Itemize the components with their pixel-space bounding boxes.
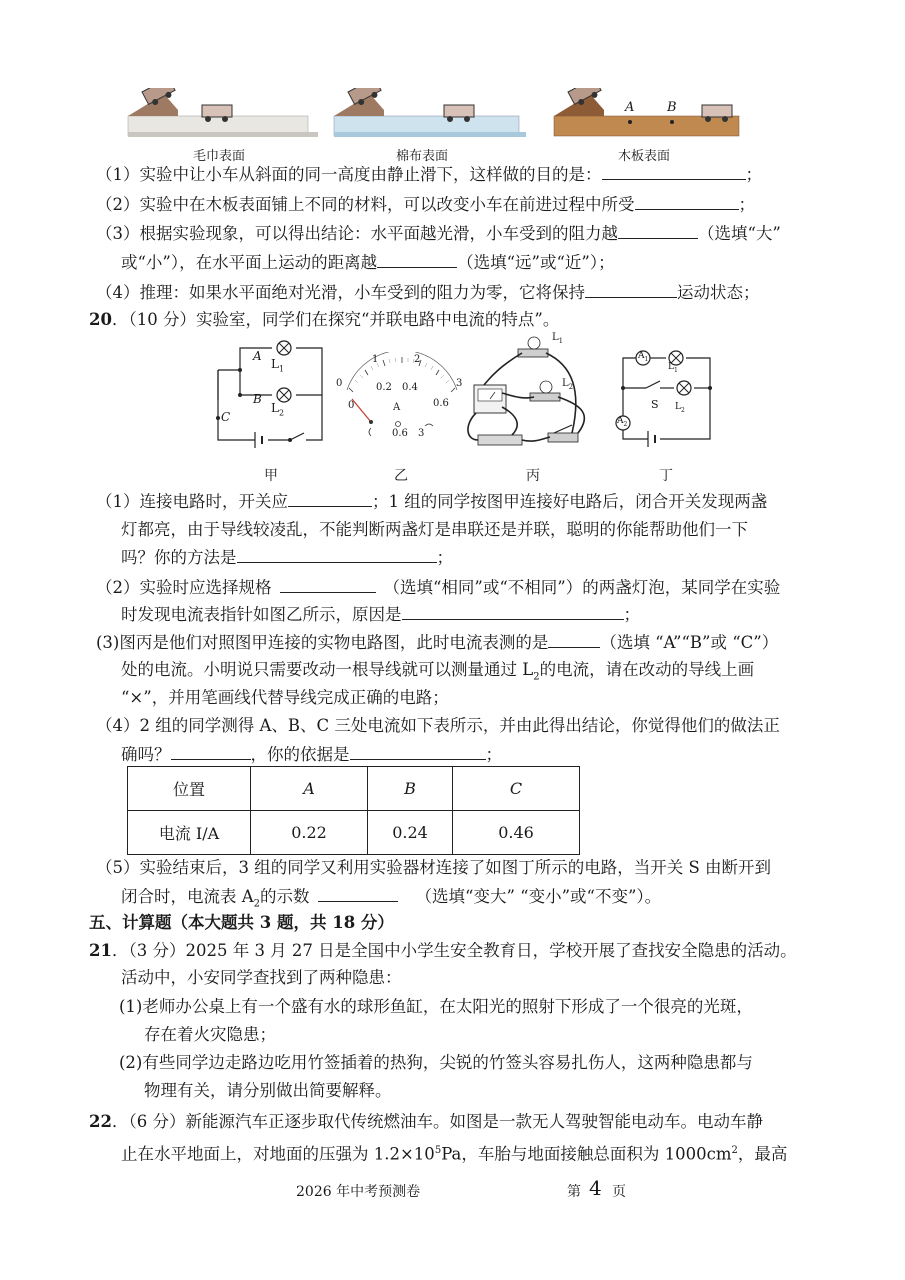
circuit-jia-figure — [210, 340, 330, 450]
bing-l1-label: $L_1$ — [552, 332, 564, 345]
yi-bottom-02: 0.2 — [376, 382, 392, 393]
wood-surface-panel — [554, 88, 739, 136]
yi-top-3: 3 — [456, 378, 463, 389]
q19-part3: （3）根据实验现象，可以得出结论：水平面越光滑，小车受到的阻力越 （选填“大” — [96, 221, 781, 245]
answer-blank[interactable] — [602, 162, 746, 180]
q20-part1: （1）连接电路时，开关应 ；1 组的同学按图甲连接好电路后，闭合开关发现两盏 — [96, 489, 767, 513]
answer-blank[interactable] — [171, 742, 251, 760]
q20-part1-cont: 灯都亮，由于导线较凌乱，不能判断两盏灯是串联还是并联，聪明的你能帮助他们一下 — [121, 520, 748, 539]
q21-line1: 21．（3 分）2025 年 3 月 27 日是全国中小学生安全教育日，学校开展了查找安全隐患的活动。 — [89, 941, 797, 960]
q19-part4: （4）推理：如果水平面绝对光滑，小车受到的阻力为零，它将保持 运动状态； — [96, 280, 760, 304]
yi-bottom-0: 0 — [348, 400, 355, 411]
section-five-title: 五、计算题（本大题共 3 题，共 18 分） — [89, 913, 394, 932]
cotton-caption: 棉布表面 — [396, 149, 449, 164]
table-header-cell: 位置 — [128, 767, 251, 811]
ding-s-label: S — [651, 398, 659, 411]
yi-term-06: 0.6 — [392, 428, 408, 439]
wood-caption: 木板表面 — [618, 149, 671, 164]
q19-part1: （1）实验中让小车从斜面的同一高度由静止滑下，这样做的目的是： ； — [96, 162, 762, 186]
answer-blank[interactable] — [318, 884, 398, 902]
ding-a2-label: $A_2$ — [617, 416, 628, 428]
q20-part3-cont2: “×”，并用笔画线代替导线完成正确的电路； — [121, 688, 449, 707]
answer-blank[interactable] — [288, 489, 372, 507]
yi-top-1: 1 — [372, 354, 379, 365]
table-cell: 0.46 — [453, 811, 580, 855]
q20-part3: (3)图丙是他们对照图甲连接的实物电路图，此时电流表测的是 （选填 “A”“B”或 “C”） — [96, 630, 778, 654]
point-a-label: A — [625, 100, 635, 115]
table-row-label: 电流 I/A — [128, 811, 251, 855]
footer-page-prefix: 第 — [567, 1184, 581, 1200]
answer-blank[interactable] — [585, 280, 677, 298]
fig-label-bing: 丙 — [526, 468, 540, 484]
footer-page-suffix: 页 — [612, 1184, 626, 1200]
table-row — [128, 811, 580, 855]
q21-item1: (1)老师办公桌上有一个盛有水的球形鱼缸，在太阳光的照射下形成了一个很亮的光斑， — [119, 997, 753, 1016]
answer-blank[interactable] — [402, 602, 624, 620]
yi-bottom-04: 0.4 — [402, 382, 418, 393]
q20-header: 20．（10 分）实验室，同学们在探究“并联电路中电流的特点”。 — [89, 310, 560, 329]
q19-part3-cont: 或“小”），在水平面上运动的距离越 （选填“远”或“近”）； — [121, 250, 615, 274]
fig-label-ding: 丁 — [659, 468, 673, 484]
q20-part2-cont: 时发现电流表指针如图乙所示，原因是 ； — [121, 602, 640, 626]
q20-part4-cont: 确吗？ ，你的依据是 ； — [121, 742, 502, 766]
table-row — [128, 767, 580, 811]
footer-title: 2026 年中考预测卷 — [296, 1184, 421, 1200]
table-header-cell: A — [251, 767, 368, 811]
q20-part3-cont: 处的电流。小明说只需要改动一根导线就可以测量通过 $L_2$的电流，请在改动的导线上画 — [121, 660, 755, 683]
answer-blank[interactable] — [350, 742, 486, 760]
yi-unit: A — [393, 402, 401, 413]
answer-blank[interactable] — [237, 545, 437, 563]
q20-part1-cont2: 吗？你的方法是 ； — [121, 545, 453, 569]
current-table — [127, 766, 580, 855]
answer-blank[interactable] — [280, 575, 376, 593]
jia-l2-label: $L_2$ — [271, 401, 285, 418]
q20-part5: （5）实验结束后，3 组的同学又利用实验器材连接了如图丁所示的电路，当开关 S 由断开到 — [96, 858, 772, 877]
circuit-ding-figure — [608, 343, 718, 448]
q22-line2: 止在水平地面上，对地面的压强为 $1.2\times 10^5Pa$，车胎与地面接触总面积为 $1000cm^2$，最高 — [121, 1144, 788, 1164]
table-cell: 0.22 — [251, 811, 368, 855]
jia-point-a: A — [253, 349, 262, 363]
q19-part2: （2）实验中在木板表面铺上不同的材料，可以改变小车在前进过程中所受 ； — [96, 192, 755, 216]
point-b-label: B — [667, 100, 677, 115]
table-cell: 0.24 — [368, 811, 453, 855]
q22-line1: 22．（6 分）新能源汽车正逐步取代传统燃油车。如图是一款无人驾驶智能电动车。电动车静 — [89, 1112, 763, 1131]
q20-part5-cont: 闭合时，电流表 $A_2$的示数 （选填“变大” “变小”或“不变”）。 — [121, 884, 661, 915]
ding-l1-label: $L_1$ — [668, 362, 678, 374]
jia-point-c: C — [221, 410, 231, 424]
q19-surface-figure — [120, 88, 750, 146]
q21-line2: 活动中，小安同学查找到了两种隐患： — [121, 968, 402, 987]
q21-item2: (2)有些同学边走路边吃用竹签插着的热狗，尖锐的竹签头容易扎伤人，这两种隐患都与 — [119, 1053, 753, 1072]
q21-item1-cont: 存在着火灾隐患； — [144, 1025, 276, 1044]
yi-top-2: 2 — [414, 354, 421, 365]
fig-label-jia: 甲 — [264, 468, 278, 484]
towel-surface-panel — [128, 88, 318, 137]
jia-l1-label: $L_1$ — [271, 357, 285, 374]
q20-part2: （2）实验时应选择规格 （选填“相同”或“不相同”）的两盏灯泡，某同学在实验 — [96, 575, 780, 599]
answer-blank[interactable] — [548, 630, 600, 648]
ding-l2-label: $L_2$ — [675, 402, 685, 414]
footer-page-number: 4 — [589, 1176, 602, 1200]
cotton-surface-panel — [334, 88, 526, 137]
table-header-cell: C — [453, 767, 580, 811]
table-header-cell: B — [368, 767, 453, 811]
bing-l2-label: $L_2$ — [562, 378, 574, 391]
jia-point-b: B — [253, 392, 262, 406]
answer-blank[interactable] — [635, 192, 739, 210]
yi-term-3: 3 — [418, 428, 425, 439]
q20-part4: （4）2 组的同学测得 A、B、C 三处电流如下表所示，并由此得出结论，你觉得他们的做法正 — [96, 716, 780, 735]
fig-label-yi: 乙 — [394, 468, 408, 484]
ding-a1-label: $A_1$ — [638, 351, 649, 363]
answer-blank[interactable] — [377, 250, 457, 268]
yi-top-0: 0 — [336, 378, 343, 389]
towel-caption: 毛巾表面 — [193, 149, 246, 164]
answer-blank[interactable] — [618, 221, 698, 239]
physical-circuit-bing-figure — [462, 335, 607, 457]
q21-item2-cont: 物理有关，请分别做出简要解释。 — [144, 1081, 392, 1100]
yi-bottom-06: 0.6 — [433, 398, 449, 409]
